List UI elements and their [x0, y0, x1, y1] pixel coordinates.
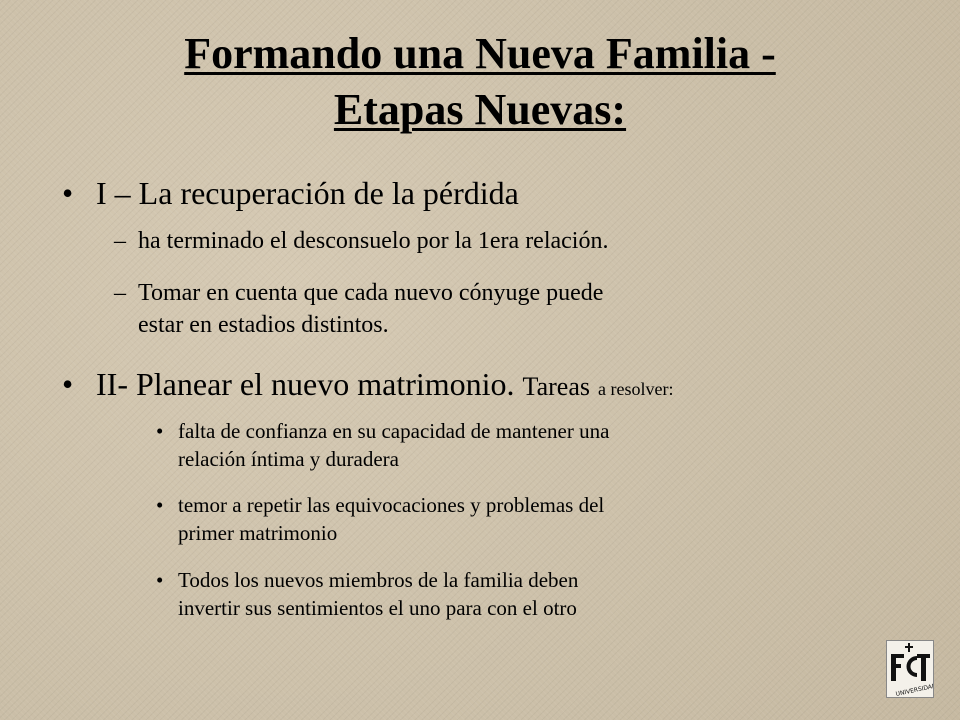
sub-item-miembros — [0, 567, 960, 623]
bullet-item-recuperacion — [0, 176, 960, 210]
bullet-suffix-tareas: Tareas — [522, 372, 590, 401]
sub-item-text-line-2: invertir sus sentimientos el uno para con el otro — [178, 596, 577, 620]
bullet-marker: • — [156, 568, 164, 592]
sub-item-text-line-2: estar en estadios distintos. — [138, 312, 389, 338]
sub-item-confianza — [0, 418, 960, 474]
bullet-marker: • — [156, 419, 164, 443]
bullet-item-planear — [0, 367, 960, 401]
sub-item-text-line-1: falta de confianza en su capacidad de mantener una — [178, 419, 610, 443]
bullet-text: I – La recuperación de la pérdida — [96, 175, 519, 211]
bullet-marker: • — [62, 366, 74, 402]
sub-item-conyuge — [0, 278, 960, 342]
sub-item-text-line-1: Todos los nuevos miembros de la familia deben — [178, 568, 579, 592]
sub-item-text-line-2: primer matrimonio — [178, 521, 338, 545]
university-logo — [886, 640, 934, 698]
dash-marker: – — [114, 228, 126, 254]
bullet-text: II- Planear el nuevo matrimonio. — [96, 366, 515, 402]
sub-item-desconsuelo — [0, 226, 960, 256]
bullet-marker: • — [62, 175, 74, 211]
fect-logo-icon — [887, 641, 933, 697]
title-line-2: Etapas Nuevas: — [333, 85, 627, 134]
bullet-suffix-resolver: a resolver: — [598, 379, 674, 399]
sub-item-temor — [0, 492, 960, 548]
bullet-text-group — [96, 367, 673, 406]
sub-item-text-line-2: relación íntima y duradera — [178, 447, 399, 471]
svg-text:UNIVERSIDAD: UNIVERSIDAD — [895, 682, 933, 697]
title-line-1: Formando una Nueva Familia - — [184, 29, 776, 78]
sub-item-text: ha terminado el desconsuelo por la 1era relación. — [138, 228, 609, 254]
bullet-marker: • — [156, 493, 164, 517]
dash-marker: – — [114, 280, 126, 306]
sub-item-text-line-1: temor a repetir las equivocaciones y problemas del — [178, 493, 605, 517]
sub-item-text-line-1: Tomar en cuenta que cada nuevo cónyuge puede — [138, 280, 604, 306]
